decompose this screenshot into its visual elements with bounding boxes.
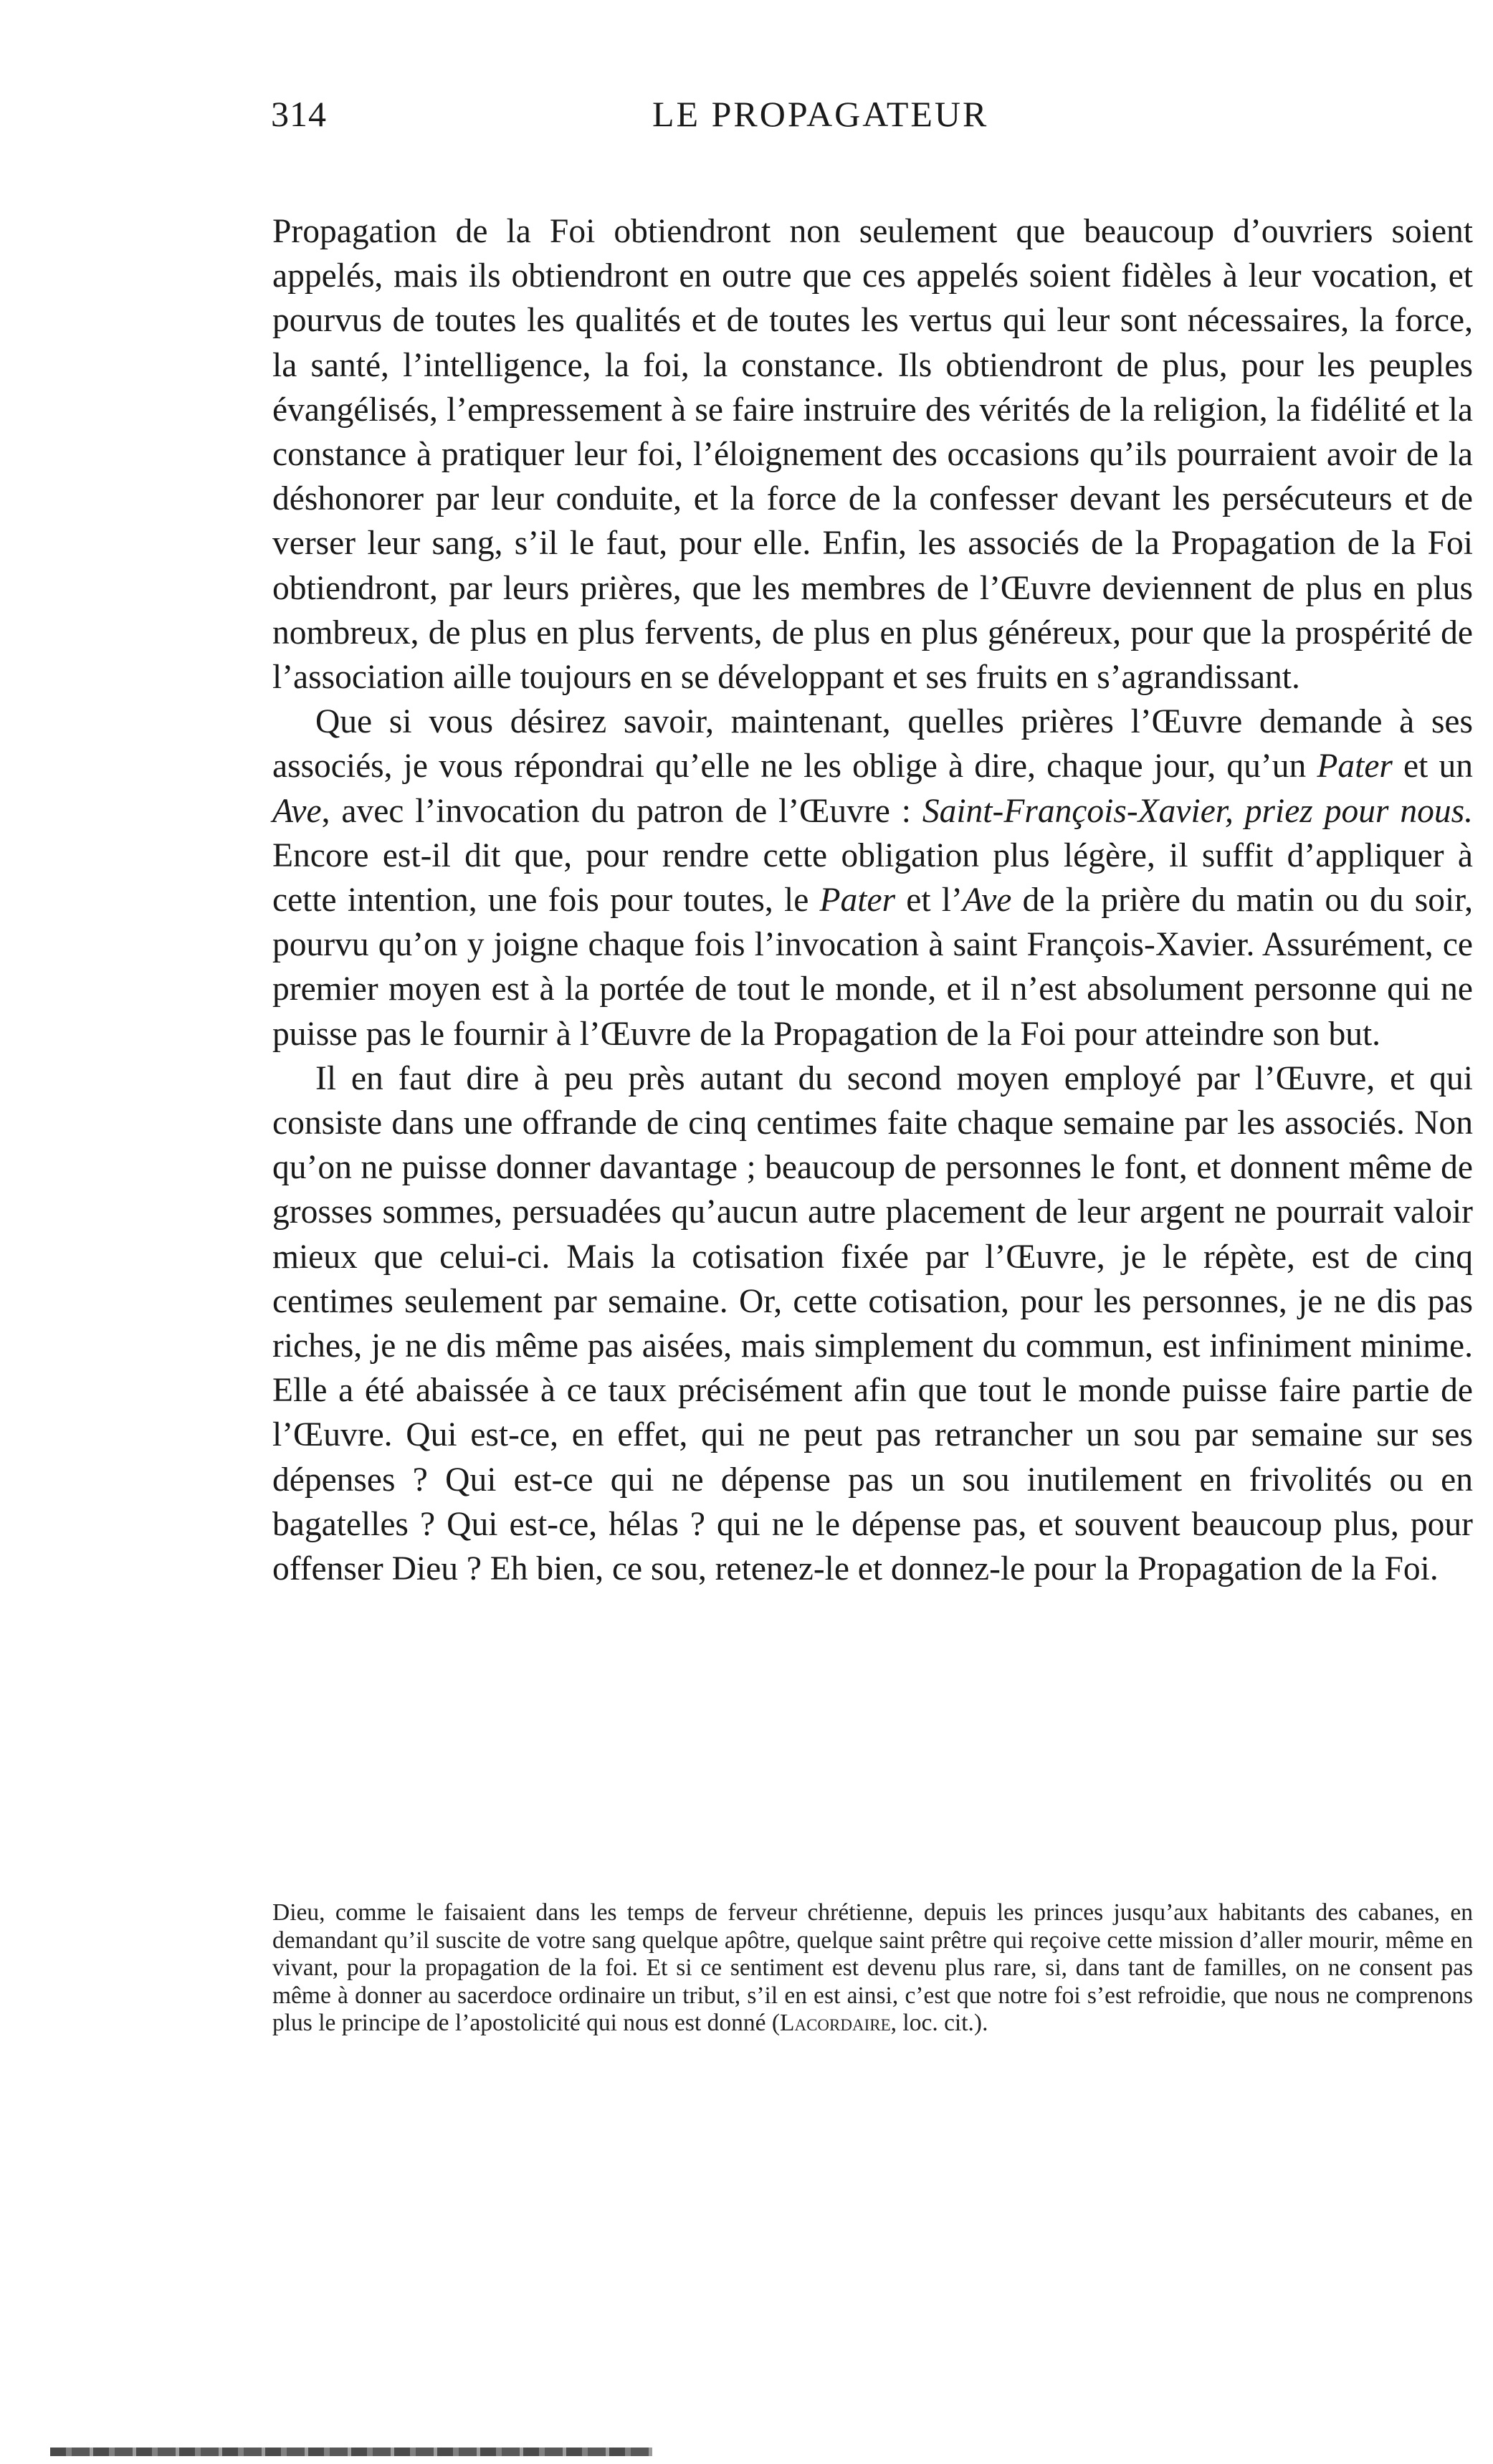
paragraph-2 — [272, 699, 1473, 1056]
pater-word: Pater — [1317, 748, 1393, 785]
paragraph-2-text-6: de la prière du matin ou du soir, pourvu qu’on y joigne chaque fois l’invocation à saint François-Xavier. Assurément, ce premier moyen est à la portée de tout le monde, et il n’est absolument personne qui ne puisse pas le fournir à l’Œuvre de la Propagation de la Foi pour atteindre son but. — [272, 882, 1474, 1053]
paragraph-2-text-4: Encore est-il dit que, pour rendre cette obligation plus légère, il suffit d’appliquer à cette intention, une fois pour toutes, le — [272, 836, 1473, 920]
pater-word: Pater — [819, 882, 896, 920]
paragraph-2-text-2: et un — [1392, 748, 1473, 785]
page-number: 314 — [271, 94, 327, 134]
paragraph-2-text-3: , avec l’invocation du patron de l’Œuvre : — [321, 792, 922, 830]
paragraph-3: Il en faut dire à peu près autant du second moyen employé par l’Œuvre, et qui consiste dans une offrande de cinq centimes faite chaque semaine par les associés. Non qu’on ne puisse donner davantage ; beaucoup de personnes le font, et donnent même de grosses sommes, persuadées qu’aucun autre placement de leur argent ne pourrait valoir mieux que celui-ci. Mais la cotisation fixée par l’Œuvre, je le répète, est de cinq centimes seulement par semaine. Or, cette cotisation, pour les personnes, je ne dis pas riches, je ne dis même pas aisées, mais simplement du commun, est infiniment minime. Elle a été abaissée à ce taux précisément afin que tout le monde puisse faire partie de l’Œuvre. Qui est-ce, en effet, qui ne peut pas retrancher un sou par semaine sur ses dépenses ? Qui est-ce qui ne dépense pas un sou inutilement en frivolités ou en bagatelles ? Qui est-ce, hélas ? qui ne le dépense pas, et souvent beaucoup plus, pour offenser Dieu ? Eh bien, ce sou, retenez-le et donnez-le pour la Propagation de la Foi. — [272, 1059, 1473, 1588]
scan-edge-rule — [50, 2448, 652, 2456]
footnote-text: Dieu, comme le faisaient dans les temps de ferveur chrétienne, depuis les princes jusqu’aux habitants des cabanes, en demandant qu’il suscite de votre sang quelque apôtre, quelque saint prêtre qui reçoive cette mission d’aller mourir, même en vivant, pour la propagation de la foi. Et si ce sentiment est devenu plus rare, si, dans tant de familles, on ne consent pas même à donner au sacerdoce ordinaire un tribut, s’il en est ainsi, c’est que notre foi s’est refroidie, que nous ne comprenons plus le principe de l’apostolicité qui nous est donné ( — [272, 1899, 1473, 2037]
paragraph-1: Propagation de la Foi obtiendront non seulement que beaucoup d’ouvriers soient appelés, mais ils obtiendront en outre que ces appelés soient fidèles à leur vocation, et pourvus de toutes les qualités et de toutes les vertus qui leur sont nécessaires, la force, la santé, l’intelligence, la foi, la constance. Ils obtiendront de plus, pour les peuples évangélisés, l’empressement à se faire instruire des vérités de la religion, la fidélité et la constance à pratiquer leur foi, l’éloignement des occasions qu’ils pourraient avoir de la déshonorer par leur conduite, et la force de la confesser devant les persécuteurs et de verser leur sang, s’il le faut, pour elle. Enfin, les associés de la Propagation de la Foi obtiendront, par leurs prières, que les membres de l’Œuvre deviennent de plus en plus nombreux, de plus en plus fervents, de plus en plus généreux, pour que la prospérité de l’association aille toujours en se développant et ses fruits en s’agrandissant. — [272, 213, 1473, 697]
footnote — [272, 1899, 1473, 2038]
footnote-citation: , loc. cit.). — [890, 2010, 988, 2037]
footnote-author: Lacordaire — [780, 2010, 891, 2037]
main-text — [272, 209, 1473, 1591]
ave-word: Ave — [962, 882, 1012, 920]
paragraph-2-text-1: Que si vous désirez savoir, maintenant, quelles prières l’Œuvre demande à ses associés, je vous répondrai qu’elle ne les oblige à dire, chaque jour, qu’un — [272, 703, 1473, 785]
ave-word: Ave — [272, 792, 322, 830]
invocation-text: Saint-François-Xavier, priez pour nous. — [922, 792, 1473, 830]
page-header — [271, 93, 1489, 151]
footnote-paragraph — [272, 1899, 1473, 2038]
paragraph-2-text-5: et l’ — [895, 882, 963, 920]
running-title: LE PROPAGATEUR — [652, 94, 989, 134]
